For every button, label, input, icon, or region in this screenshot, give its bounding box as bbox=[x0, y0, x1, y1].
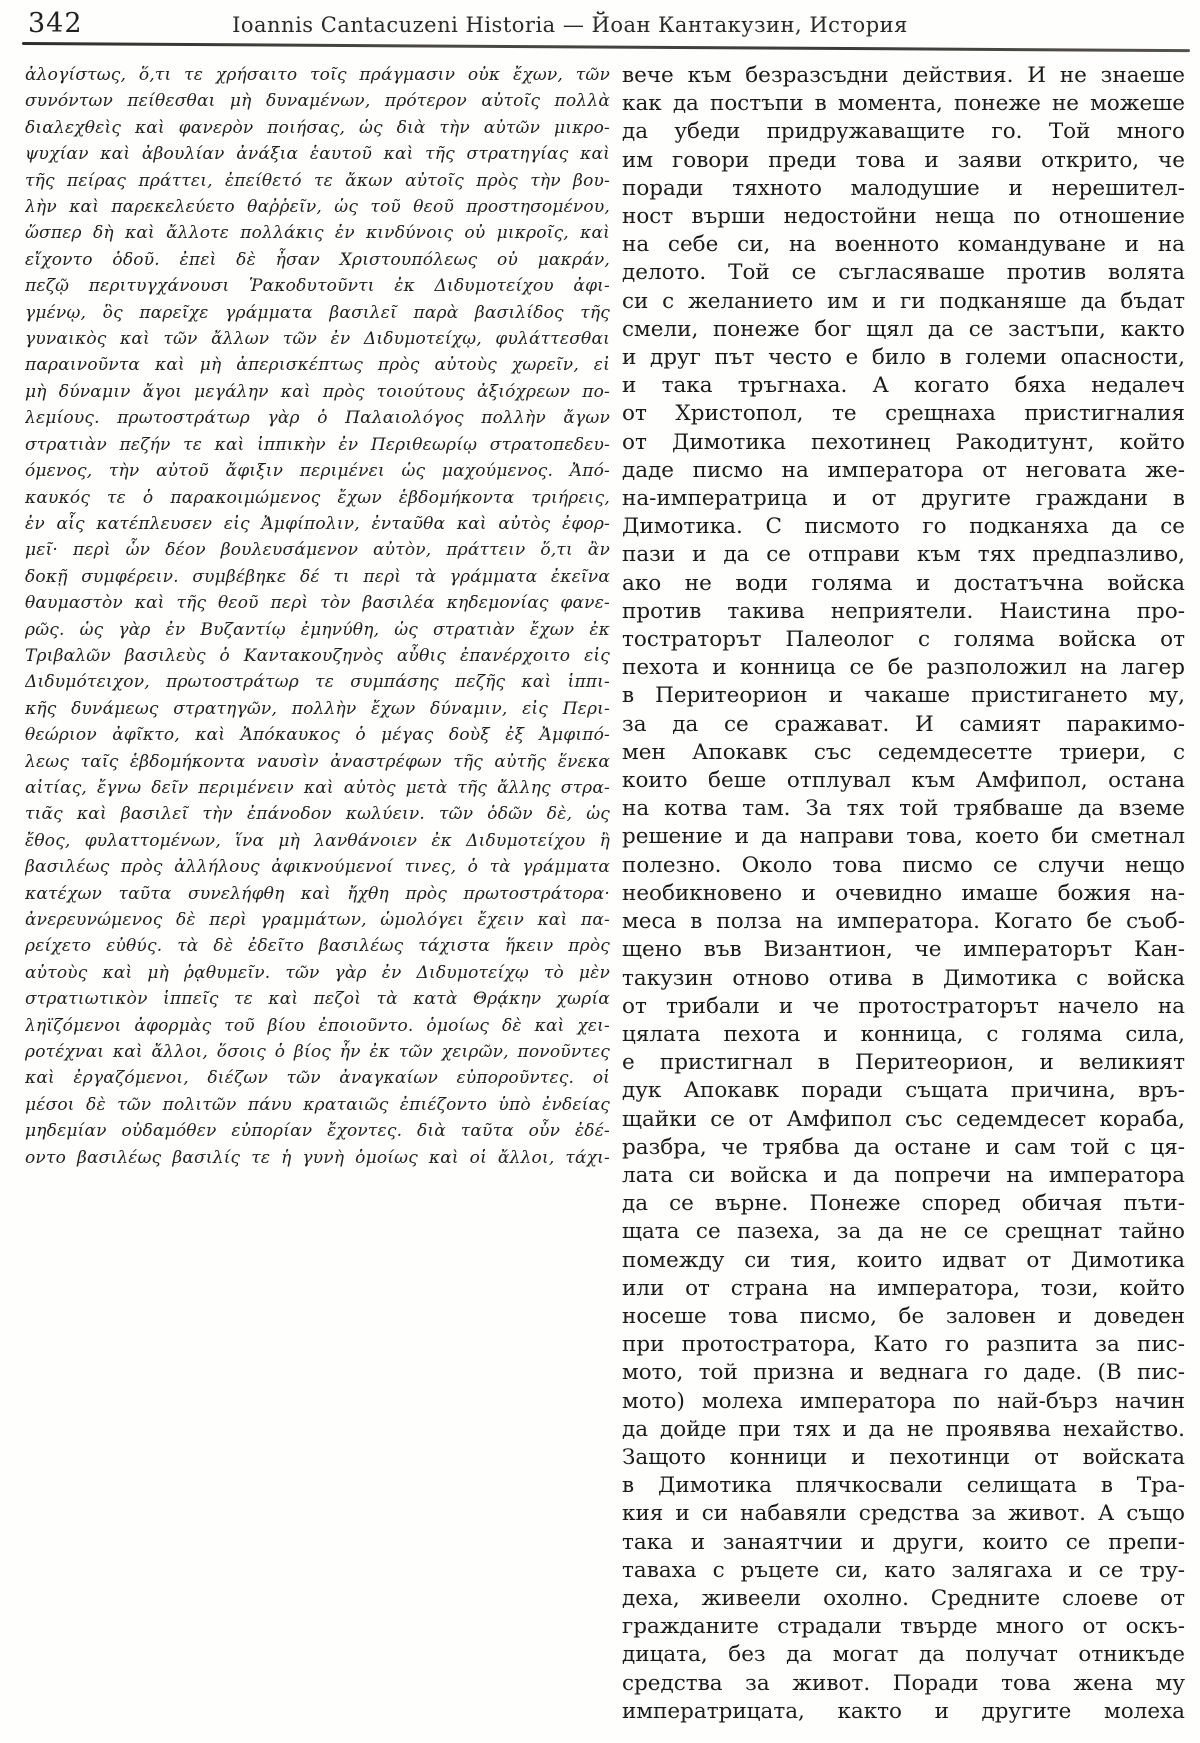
text-line: против такива неприятели. Наистина про- bbox=[622, 598, 1185, 624]
text-line: ρῶς. ὡς γὰρ ἐν Βυζαντίῳ ἐμηνύθη, ὡς στρατιὰν ἔχων ἐκ bbox=[25, 619, 610, 640]
page-number: 342 bbox=[28, 8, 83, 39]
text-line: όμενος, τὴν αὐτοῦ ἄφιξιν περιμένει ὡς μαχούμενος. Ἀπό- bbox=[25, 461, 610, 482]
text-line: да дойде при тях и да не проявява нехайство. bbox=[622, 1416, 1185, 1442]
text-line: деха, живеели охолно. Средните слоеве от bbox=[622, 1585, 1185, 1611]
text-line: гражданите страдали твърде много от оскъ- bbox=[622, 1614, 1185, 1640]
text-line: цялата пехота и конница, с голяма сила, bbox=[622, 1021, 1185, 1047]
text-line: дук Апокавк поради същата причина, връ- bbox=[622, 1078, 1185, 1104]
text-line: μὴ δύναμιν ἄγοι μεγάλην καὶ πρὸς τοιούτους ἀξιόχρεων πο- bbox=[25, 381, 610, 402]
text-line: ἐν αἷς κατέπλευσεν εἰς Ἀμφίπολιν, ἐνταῦθα καὶ αὐτὸς ἐφορ- bbox=[25, 513, 610, 534]
text-line: необикновено и очевидно имаше божия на- bbox=[622, 880, 1185, 906]
text-line: Τριβαλῶν βασιλεὺς ὁ Καντακουζηνὸς αὖθις ἐπανέρχοιτο εἰς bbox=[25, 645, 610, 666]
greek-text-column bbox=[25, 62, 610, 1171]
text-line: ροτέχναι καὶ ἄλλοι, ὅσοις ὁ βίος ἦν ἐκ τῶν χειρῶν, πονοῦντες bbox=[25, 1042, 610, 1063]
text-line: στρατιωτικὸν ἱππεῖς τε καὶ πεζοὶ τὰ κατὰ Θρᾴκην χωρία bbox=[25, 989, 610, 1010]
text-line: императрицата, както и другите молеха bbox=[622, 1698, 1185, 1724]
text-line: щено във Византион, че императорът Кан- bbox=[622, 937, 1185, 963]
text-line: κατέχων ταῦτα συνελήφθη καὶ ἤχθη πρὸς πρωτοστράτορα· bbox=[25, 883, 610, 904]
running-title: Ioannis Cantacuzeni Historia — Йоан Кантакузин, История bbox=[232, 13, 908, 37]
text-line: така и занаятчии и други, които се препи- bbox=[622, 1529, 1185, 1555]
text-line: е пристигнал в Перитеорион, и великият bbox=[622, 1050, 1185, 1076]
text-line: помежду си тия, които идват от Димотика bbox=[622, 1247, 1185, 1273]
text-line: на котва там. За тях той трябваше да вземе bbox=[622, 796, 1185, 822]
text-line: да убеди придружаващите го. Той много bbox=[622, 119, 1185, 145]
text-line: в Димотика плячкосвали селищата в Тра- bbox=[622, 1473, 1185, 1499]
page-header bbox=[0, 6, 1200, 46]
text-line: ρείχετο εὐθύς. τὰ δὲ ἐδεῖτο βασιλέως τάχιστα ἥκειν πρὸς bbox=[25, 936, 610, 957]
text-line: πεζῷ περιτυγχάνουσι Ῥακοδυτοῦντι ἐκ Διδυμοτείχου ἀφι- bbox=[25, 276, 610, 297]
text-line: αἰτίας, ἔγνω δεῖν περιμένειν καὶ αὐτὸς μετὰ τῆς ἄλλης στρα- bbox=[25, 777, 610, 798]
text-line: ληϊζόμενοι ἀφορμὰς τοῦ βίου ἐποιοῦντο. ὁμοίως δὲ καὶ χει- bbox=[25, 1015, 610, 1036]
text-line: ност върши недостойни неща по отношение bbox=[622, 204, 1185, 230]
text-line: полезно. Около това писмо се случи нещо bbox=[622, 852, 1185, 878]
text-line: θαυμαστὸν καὶ τῆς θεοῦ περὶ τὸν βασιλέα κηδεμονίας φανε- bbox=[25, 593, 610, 614]
text-line: βασιλέως πρὸς ἀλλήλους ἀφικνούμενοί τινες, ὁ τὰ γράμματα bbox=[25, 857, 610, 878]
text-line: λὴν καὶ παρεκελεύετο θαῤῥεῖν, ὡς τοῦ θεοῦ προστησομένου, bbox=[25, 197, 610, 218]
text-line: Διδυμότειχον, πρωτοστράτωρ τε συμπάσης πεζῆς καὶ ἱππι- bbox=[25, 672, 610, 693]
text-line: носеше това писмо, бе заловен и доведен bbox=[622, 1303, 1185, 1329]
text-line: γμένῳ, ὃς παρεῖχε γράμματα βασιλεῖ παρὰ βασιλίδος τῆς bbox=[25, 302, 610, 323]
text-line: στρατιὰν πεζήν τε καὶ ἱππικὴν ἐν Περιθεωρίῳ στρατοπεδευ- bbox=[25, 434, 610, 455]
text-line: и друг път често е било в големи опасности, bbox=[622, 345, 1185, 371]
text-line: меса в полза на императора. Когато бе съоб- bbox=[622, 909, 1185, 935]
text-line: даде писмо на императора от неговата же- bbox=[622, 457, 1185, 483]
text-line: τῆς πείρας πράττει, ἐπείθετό τε ἄκων αὐτοῖς πρὸς τὴν βου- bbox=[25, 170, 610, 191]
text-line: ἀλογίστως, ὅ,τι τε χρήσαιτο τοῖς πράγμασιν οὐκ ἔχων, τῶν bbox=[25, 65, 610, 85]
text-line: μέσοι δὲ τῶν πολιτῶν πάνυ κραταιῶς ἐπιέζοντο ὑπὸ ἐνδείας bbox=[25, 1094, 610, 1115]
text-line: на себе си, на военното командуване и на bbox=[622, 232, 1185, 258]
text-line: τιᾶς καὶ βασιλεῖ τὴν ἐπάνοδον κωλύειν. τῶν ὁδῶν δὲ, ὡς bbox=[25, 804, 610, 825]
text-line: пази и да се отправи към тях предпазливо, bbox=[622, 542, 1185, 568]
text-line: разбра, че трябва да остане и сам той с ця- bbox=[622, 1134, 1185, 1160]
text-line: θεώριον ἀφῖκτο, καὶ Ἀπόκαυκος ὁ μέγας δοὺξ ἐξ Ἀμφιπό- bbox=[25, 725, 610, 746]
text-line: или от страна на императора, този, който bbox=[622, 1275, 1185, 1301]
text-line: ἀνερευνώμενος δὲ περὶ γραμμάτων, ὡμολόγει ἔχειν καὶ πα- bbox=[25, 910, 610, 930]
text-line: οντο βασιλέως βασιλίς τε ἡ γυνὴ ὁμοίως καὶ οἱ ἄλλοι, τάχι- bbox=[25, 1147, 610, 1168]
text-line: за да се сражават. И самият паракимо- bbox=[622, 711, 1185, 737]
text-line: ψυχίαν καὶ ἀβουλίαν ἀνάξια ἑαυτοῦ καὶ τῆς στρατηγίας καὶ bbox=[25, 144, 610, 165]
text-line: от Димотика пехотинец Ракодитунт, който bbox=[622, 429, 1185, 455]
text-line: които беше отплувал към Амфипол, остана bbox=[622, 768, 1185, 794]
text-line: вече към безразсъдни действия. И не знаеше bbox=[622, 63, 1185, 88]
text-line: решение и да направи това, което би сметнал bbox=[622, 824, 1185, 850]
text-line: такузин отново отива в Димотика с войска bbox=[622, 965, 1185, 991]
text-line: συνόντων πείθεσθαι μὴ δυναμένων, πρότερον αὐτοῖς πολλὰ bbox=[25, 91, 610, 112]
text-line: щайки се от Амфипол със седемдесет кораба, bbox=[622, 1106, 1185, 1132]
text-line: как да постъпи в момента, понеже не можеше bbox=[622, 91, 1185, 117]
text-line: καυκός τε ὁ παρακοιμώμενος ἔχων ἑβδομήκοντα τριήρεις, bbox=[25, 487, 610, 508]
text-line: тостраторът Палеолог с голяма войска от bbox=[622, 627, 1185, 653]
text-line: от трибали и че протостраторът начело на bbox=[622, 993, 1185, 1019]
text-line: кия и си набавяли средства за живот. А също bbox=[622, 1501, 1185, 1527]
text-line: κῆς δυνάμεως στρατηγῶν, πολλὴν ἔχων δύναμιν, εἰς Περι- bbox=[25, 698, 610, 719]
text-line: λεμίους. πρωτοστράτωρ γὰρ ὁ Παλαιολόγος πολλὴν ἄγων bbox=[25, 408, 610, 429]
text-line: щата се пазеха, за да не се срещнат тайно bbox=[622, 1219, 1185, 1245]
text-line: пехота и конница се бе разположил на лагер bbox=[622, 655, 1185, 681]
text-line: в Перитеорион и чакаше пристигането му, bbox=[622, 683, 1185, 709]
text-line: εἴχοντο ὁδοῦ. ἐπεὶ δὲ ἦσαν Χριστουπόλεως οὐ μακράν, bbox=[25, 249, 610, 270]
text-line: μηδεμίαν οὐδαμόθεν εὐπορίαν ἔχοντες. διὰ ταῦτα οὖν ἐδέ- bbox=[25, 1121, 610, 1142]
text-line: ὥσπερ δὴ καὶ ἄλλοτε πολλάκις ἐν κινδύνοις οὐ μικροῖς, καὶ bbox=[25, 223, 610, 244]
text-line: ἔθος, φυλαττομένων, ἵνα μὴ λανθάνοιεν ἐκ Διδυμοτείχου ἢ bbox=[25, 830, 610, 851]
text-line: διαλεχθεὶς καὶ φανερὸν ποιήσας, ὡς διὰ τὴν αὐτῶν μικρο- bbox=[25, 117, 610, 138]
text-line: λεως ταῖς ἑβδομήκοντα ναυσὶν ἀναστρέφων τῆς αὐτῆς ἕνεκα bbox=[25, 751, 610, 772]
text-line: таваха с ръцете си, като залягаха и се тру- bbox=[622, 1557, 1185, 1583]
text-line: παραινοῦντα καὶ μὴ ἀπερισκέπτως πρὸς αὐτοὺς χωρεῖν, εἰ bbox=[25, 355, 610, 376]
text-line: им говори преди това и заяви открито, че bbox=[622, 147, 1185, 173]
text-line: δοκῇ συμφέρειν. συμβέβηκε δέ τι περὶ τὰ γράμματα ἐκεῖνα bbox=[25, 566, 610, 587]
text-line: лата си войска и да попречи на императора bbox=[622, 1162, 1185, 1188]
text-line: делото. Той се съгласяваше против волята bbox=[622, 260, 1185, 286]
text-line: καὶ ἐργαζόμενοι, διέζων τῶν ἀναγκαίων εὐποροῦντες. οἱ bbox=[25, 1068, 610, 1089]
text-line: смели, понеже бог щял да се застъпи, както bbox=[622, 316, 1185, 342]
text-line: Защото конници и пехотинци от войската bbox=[622, 1444, 1185, 1470]
bulgarian-text-column bbox=[622, 62, 1185, 1726]
text-line: μεῖ· περὶ ὧν δέον βουλευσάμενον αὐτὸν, πράττειν ὅ,τι ἂν bbox=[25, 540, 610, 561]
text-line: средства за живот. Поради това жена му bbox=[622, 1670, 1185, 1696]
text-line: мен Апокавк със седемдесетте триери, с bbox=[622, 739, 1185, 765]
text-line: си с желанието им и ги подканяше да бъдат bbox=[622, 288, 1185, 314]
text-line: при протостратора, Като го разпита за пис- bbox=[622, 1332, 1185, 1358]
text-line: дицата, без да могат да получат отникъде bbox=[622, 1642, 1185, 1668]
text-line: γυναικὸς καὶ τῶν ἄλλων τῶν ἐν Διδυμοτείχῳ, φυλάττεσθαι bbox=[25, 329, 610, 350]
text-line: на-императрица и от другите граждани в bbox=[622, 486, 1185, 512]
text-line: αὐτοὺς καὶ μὴ ῥᾳθυμεῖν. τῶν γὰρ ἐν Διδυμοτείχῳ τὸ μὲν bbox=[25, 962, 610, 983]
text-line: мото) молеха императора по най-бърз начин bbox=[622, 1388, 1185, 1414]
text-line: и така тръгнаха. А когато бяха недалеч bbox=[622, 373, 1185, 399]
text-line: от Христопол, те срещнаха пристигналия bbox=[622, 401, 1185, 427]
text-line: да се върне. Понеже според обичая пъти- bbox=[622, 1191, 1185, 1217]
text-line: мото, той призна и веднага го даде. (В пис- bbox=[622, 1360, 1185, 1386]
text-line: поради тяхното малодушие и нерешител- bbox=[622, 175, 1185, 201]
text-line: ако не води голяма и достатъчна войска bbox=[622, 570, 1185, 596]
text-line: Димотика. С писмото го подканяха да се bbox=[622, 514, 1185, 540]
